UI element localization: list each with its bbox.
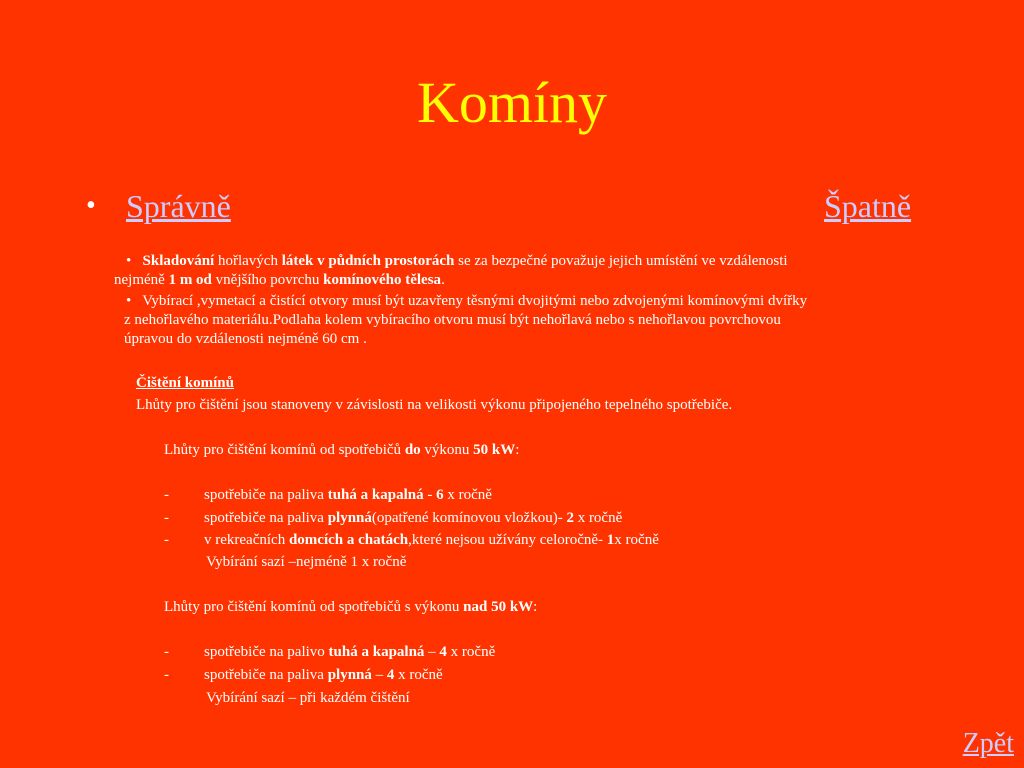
bold-text: do <box>404 442 421 458</box>
text: x ročně <box>446 644 496 660</box>
text: – <box>424 644 440 660</box>
text: výkonu <box>420 442 474 458</box>
list-item <box>204 509 622 528</box>
text: x ročně <box>394 667 443 683</box>
bullet-marker: • <box>86 190 96 221</box>
section-over-50kw <box>164 598 537 617</box>
bold-text: plynná <box>327 510 372 526</box>
text: spotřebiče na paliva <box>204 667 328 683</box>
bold-text: 4 <box>386 667 395 683</box>
list-item <box>204 643 495 662</box>
text: Vybírací ,vymetací a čistící otvory musí být uzavřeny těsnými dvojitými nebo zdvojenými komínovými dvířky <box>142 293 808 309</box>
text: spotřebiče na paliva <box>204 487 328 503</box>
bold-text: 4 <box>439 644 447 660</box>
text: v rekreačních <box>204 532 289 548</box>
dash-marker: - <box>164 667 169 683</box>
bold-text: tuhá a kapalná <box>328 644 425 660</box>
cleaning-heading <box>136 374 234 393</box>
openings-paragraph <box>126 292 926 349</box>
text: vnějšího povrchu <box>211 272 324 288</box>
wrong-link[interactable]: Špatně <box>824 188 912 224</box>
page-title: Komíny <box>416 70 608 135</box>
section-up-to-50kw <box>164 441 519 460</box>
bold-text: 1 <box>606 532 615 548</box>
text: ,které nejsou užívány celoročně- <box>408 532 607 548</box>
text: . <box>441 272 445 288</box>
bold-text: nad 50 kW <box>463 599 534 615</box>
text: spotřebiče na palivo <box>204 644 329 660</box>
text: (opatřené komínovou vložkou)- <box>371 510 567 526</box>
attic-term: látek v půdních prostorách <box>281 253 455 269</box>
text: x ročně <box>443 487 492 503</box>
text: – <box>371 667 387 683</box>
bold-text: 2 <box>566 510 574 526</box>
list-item <box>204 486 492 505</box>
heading-text: Čištění komínů <box>136 375 234 391</box>
back-link[interactable]: Zpět <box>962 728 1014 759</box>
text: úpravou do vzdálenosti nejméně 60 cm . <box>124 331 367 347</box>
distance-term: 1 m od <box>168 272 212 288</box>
text: Lhůty pro čištění komínů od spotřebičů <box>164 442 405 458</box>
soot-note-2: Vybírání sazí – při každém čištění <box>206 690 410 706</box>
text: x ročně <box>614 532 659 548</box>
bold-text: 6 <box>436 487 444 503</box>
text: : <box>533 599 538 615</box>
bullet-marker: • <box>126 293 132 309</box>
text: - <box>423 487 437 503</box>
storage-paragraph <box>114 252 926 290</box>
bullet-marker: • <box>126 253 132 269</box>
text: spotřebiče na paliva <box>204 510 328 526</box>
dash-marker: - <box>164 487 169 503</box>
bold-text: domcích a chatách <box>288 532 409 548</box>
list-item <box>204 531 659 550</box>
correct-link[interactable]: Správně <box>126 188 231 224</box>
dash-marker: - <box>164 510 169 526</box>
bold-text: tuhá a kapalná <box>327 487 424 503</box>
cleaning-intro: Lhůty pro čištění jsou stanoveny v závislosti na velikosti výkonu připojeného tepelného spotřebiče. <box>136 397 733 413</box>
text: Lhůty pro čištění komínů od spotřebičů s výkonu <box>164 599 464 615</box>
storage-term: Skladování <box>142 253 215 269</box>
chimney-body-term: komínového tělesa <box>323 272 442 288</box>
text: x ročně <box>573 510 623 526</box>
list-item <box>204 666 443 685</box>
text: hořlavých <box>214 253 282 269</box>
dash-marker: - <box>164 644 169 660</box>
dash-marker: - <box>164 532 169 548</box>
bold-text: plynná <box>327 667 372 683</box>
soot-note-1: Vybírání sazí –nejméně 1 x ročně <box>206 554 407 570</box>
text: z nehořlavého materiálu.Podlaha kolem vybíracího otvoru musí být nehořlavá nebo s nehořlavou povrchovou <box>124 312 781 328</box>
text: : <box>515 442 520 458</box>
bold-text: 50 kW <box>473 442 516 458</box>
text: se za bezpečné považuje jejich umístění ve vzdálenosti <box>454 253 788 269</box>
text: nejméně <box>114 272 169 288</box>
